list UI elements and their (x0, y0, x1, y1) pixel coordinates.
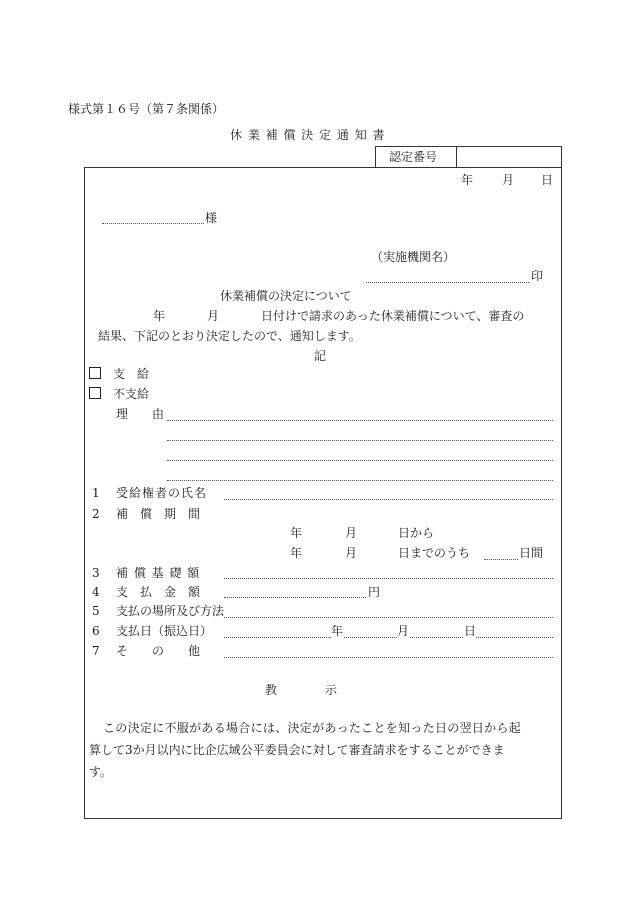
item2-number: 2 (92, 507, 100, 521)
agency-name-field[interactable] (366, 282, 529, 283)
date-month-label: 月 (502, 173, 515, 187)
base-amount-field[interactable] (224, 578, 553, 579)
period-days-label: 日間 (519, 546, 544, 560)
payment-date-day: 日 (464, 624, 477, 638)
period-end-year: 年 (290, 546, 303, 560)
period-end-suffix: 日までのうち (398, 546, 471, 560)
kyoji-line2: 算して3か月以内に比企広域公平委員会に対して審査請求をすることができま (89, 743, 505, 757)
payment-date-year: 年 (331, 624, 344, 638)
kyoji-heading: 教 示 (265, 683, 338, 697)
document-title: 休 業 補 償 決 定 通 知 書 (230, 128, 386, 142)
pay-checkbox[interactable] (89, 367, 101, 379)
body-year-label: 年 (153, 309, 166, 323)
addressee-field[interactable] (102, 223, 204, 224)
item4-label: 支 払 金 額 (116, 585, 201, 599)
period-days-field[interactable] (484, 559, 518, 560)
item3-number: 3 (92, 566, 100, 580)
payment-date-month: 月 (397, 624, 410, 638)
date-year-label: 年 (461, 173, 474, 187)
item1-label: 受給権者の氏名 (116, 486, 208, 500)
yen-label: 円 (368, 585, 381, 599)
body-text-line2: 結果、下記のとおり決定したので、通知します。 (98, 329, 361, 343)
subject-line: 休業補償の決定について (220, 289, 352, 303)
addressee-suffix: 様 (205, 211, 218, 225)
item7-number: 7 (92, 644, 100, 658)
item5-label: 支払の場所及び方法 (116, 604, 225, 618)
kyoji-line3: す。 (89, 765, 113, 779)
item2-label: 補 償 期 間 (116, 507, 201, 521)
item4-number: 4 (92, 585, 100, 599)
item6-label: 支払日（振込日） (116, 624, 213, 638)
date-day-label: 日 (541, 173, 554, 187)
option-nopay-label: 不支給 (113, 387, 150, 401)
reason-field-4[interactable] (167, 480, 553, 481)
payment-place-field[interactable] (224, 617, 553, 618)
reason-field-2[interactable] (167, 440, 553, 441)
ki-heading: 記 (314, 349, 327, 363)
seal-mark: 印 (531, 269, 544, 283)
body-month-label: 月 (207, 309, 220, 323)
period-end-month: 月 (345, 546, 358, 560)
form-number: 様式第１６号（第７条関係） (68, 102, 225, 116)
item6-number: 6 (92, 624, 100, 638)
body-text-line1: 日付けで請求のあった休業補償について、審査の (261, 309, 525, 323)
option-nopay[interactable] (89, 386, 149, 402)
item1-number: 1 (92, 486, 100, 500)
nintei-label: 認定番号 (389, 150, 438, 164)
item5-number: 5 (92, 604, 100, 618)
period-start-suffix: 日から (398, 526, 435, 540)
option-pay-label: 支 給 (113, 367, 150, 381)
period-start-month: 月 (345, 526, 358, 540)
recipient-name-field[interactable] (224, 499, 553, 500)
nintei-number-box (375, 146, 562, 168)
period-start-year: 年 (290, 526, 303, 540)
other-field[interactable] (224, 657, 553, 658)
item3-label: 補 償 基 礎 額 (116, 566, 201, 580)
option-pay[interactable] (89, 366, 149, 382)
nopay-checkbox[interactable] (89, 387, 101, 399)
agency-label: （実施機関名） (371, 250, 456, 264)
item7-label: そ の 他 (116, 644, 201, 658)
payment-amount-field[interactable] (224, 597, 366, 598)
reason-field-3[interactable] (167, 460, 553, 461)
kyoji-line1: この決定に不服がある場合には、決定があったことを知った日の翌日から起 (103, 721, 522, 735)
payment-date-field[interactable] (224, 637, 553, 638)
nintei-value-field[interactable] (457, 147, 561, 167)
reason-field-1[interactable] (167, 420, 553, 421)
reason-label: 理 由 (116, 407, 165, 421)
